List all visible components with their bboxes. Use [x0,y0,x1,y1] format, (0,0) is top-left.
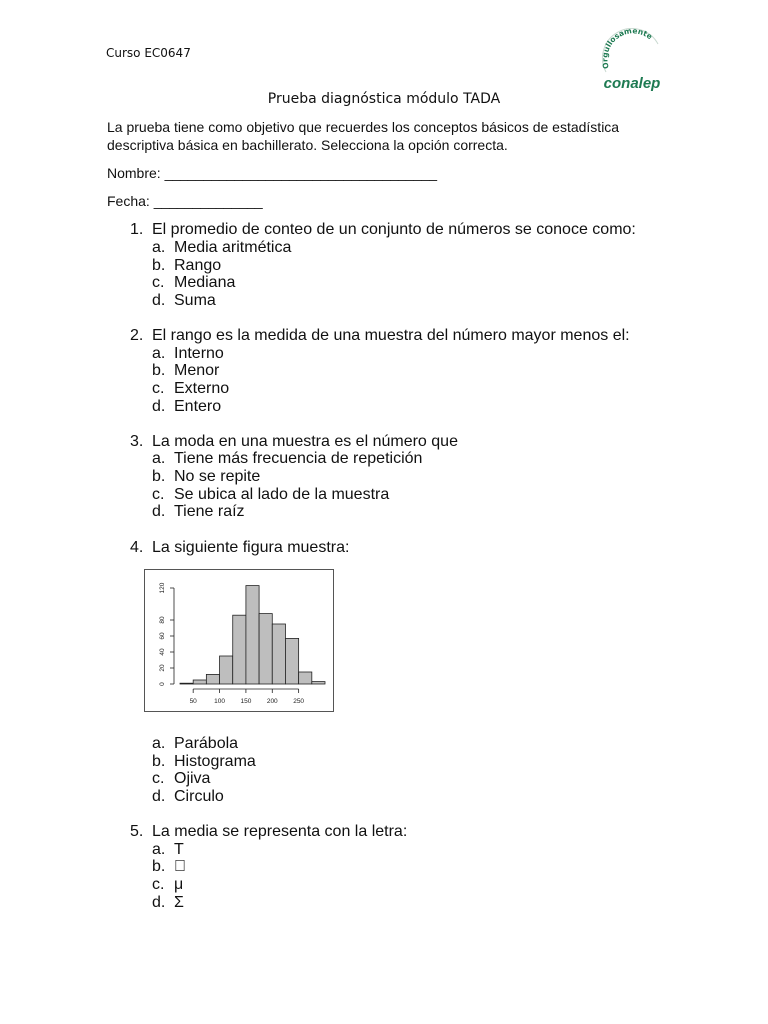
option-text: Menor [174,362,220,379]
histogram-bar [246,586,259,684]
option-letter: a. [152,735,166,752]
question-number: 2. [130,327,144,344]
name-field: Nombre: ___________________________________ [107,165,438,181]
option-letter: c. [152,380,165,397]
svg-text:Orgullosamente [600,28,654,70]
option-letter: b. [152,362,166,379]
conalep-logo [596,28,668,94]
option-text: Interno [174,345,224,362]
option-letter: a. [152,345,166,362]
option-letter: c. [152,274,165,291]
question-text: La media se representa con la letra: [152,823,408,840]
option-letter: b. [152,468,166,485]
option-letter: b. [152,257,166,274]
option-text [174,858,186,875]
y-tick-label: 20 [159,664,166,672]
option-text: Externo [174,380,230,397]
course-label: Curso EC0647 [106,46,191,60]
histogram-bar [233,615,246,684]
histogram-bar [220,656,233,684]
option-text: Se ubica al lado de la muestra [174,486,390,503]
question-number: 3. [130,433,144,450]
option-text: Mediana [174,274,236,291]
option-text: Entero [174,398,222,415]
option-letter: d. [152,292,166,309]
y-tick-label: 80 [159,616,166,624]
x-tick-label: 250 [293,698,305,705]
histogram-bar [193,680,206,684]
y-tick-label: 0 [159,682,166,686]
x-tick-label: 100 [214,698,225,705]
option-letter: a. [152,450,166,467]
option-letter: d. [152,788,166,805]
histogram-bar [272,624,285,684]
histogram-bar [206,674,219,684]
option-text: Circulo [174,788,224,805]
option-text: μ [174,876,184,893]
option-letter: c. [152,876,165,893]
option-text: Media aritmética [174,239,292,256]
page-title: Prueba diagnóstica módulo TADA [267,91,501,107]
option-text: Ojiva [174,770,211,787]
intro-text: La prueba tiene como objetivo que recuerdes los conceptos básicos de estadística descriptiva básica en bachillerato. Selecciona la opción correcta. [107,119,620,153]
option-text: Tiene más frecuencia de repetición [174,450,423,467]
option-text: No se repite [174,468,261,485]
question-number: 4. [130,539,144,556]
option-text: Parábola [174,735,239,752]
option-letter: a. [152,841,166,858]
option-letter: d. [152,894,166,911]
option-letter: a. [152,239,166,256]
y-tick-label: 120 [159,582,166,594]
option-text: Rango [174,257,222,274]
logo-arc-text: Orgullosamente [600,28,655,70]
y-tick-label: 40 [159,648,166,656]
x-tick-label: 50 [189,698,197,705]
histogram-bar [312,682,325,684]
option-letter: d. [152,503,166,520]
histogram-bar [180,683,193,684]
histogram-bar [259,614,272,684]
option-text: Histograma [174,753,256,770]
question-text: La siguiente figura muestra: [152,539,350,556]
question-number: 5. [130,823,144,840]
y-tick-label: 60 [159,632,166,640]
question-number: 1. [130,221,144,238]
x-tick-label: 200 [266,698,278,705]
option-text: Tiene raíz [174,503,245,520]
logo-word: conalep [603,75,661,92]
option-letter: b. [152,858,166,875]
histogram-bar [299,672,312,684]
option-letter: c. [152,486,165,503]
histogram-chart [145,570,333,711]
option-letter: c. [152,770,165,787]
question-text: El promedio de conteo de un conjunto de números se conoce como: [152,221,636,238]
option-letter: d. [152,398,166,415]
option-text: T [174,841,184,858]
option-text: Σ [174,894,184,911]
option-text: Suma [174,292,216,309]
histogram-figure [144,569,334,712]
question-text: El rango es la medida de una muestra del número mayor menos el: [152,327,630,344]
x-tick-label: 150 [240,698,252,705]
histogram-bar [285,638,298,684]
date-field: Fecha: ______________ [107,193,263,209]
question-text: La moda en una muestra es el número que [152,433,458,450]
option-letter: b. [152,753,166,770]
